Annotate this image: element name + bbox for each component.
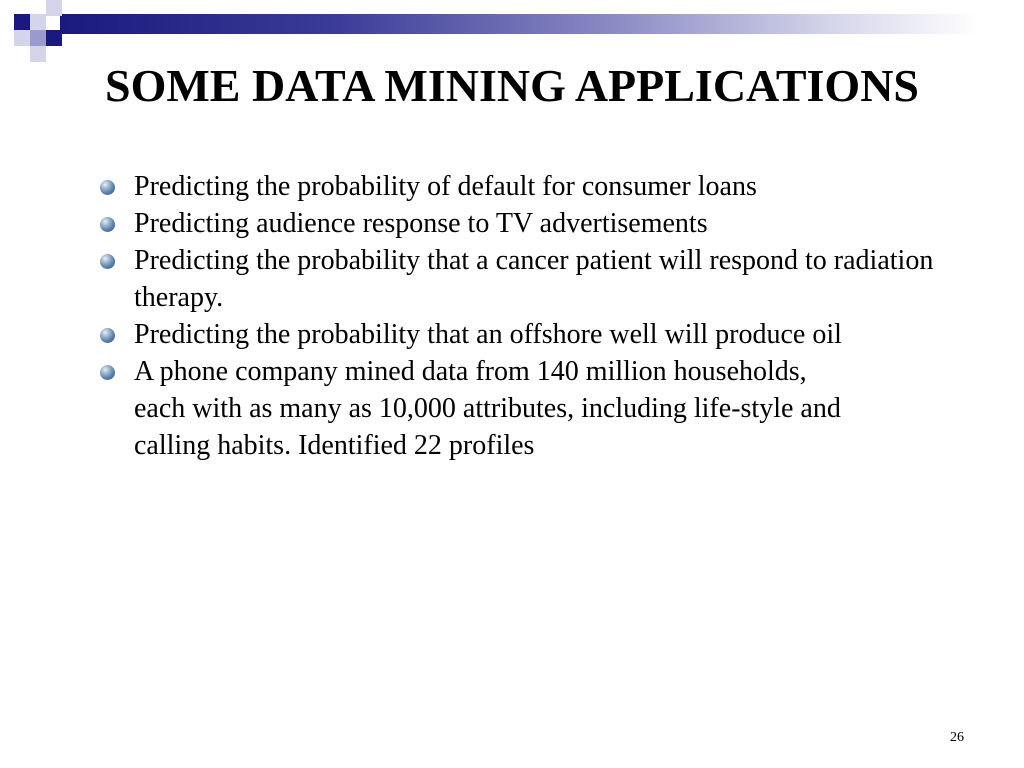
decor-square [30, 30, 46, 46]
bullet-text: Predicting audience response to TV advertisements [134, 208, 708, 239]
slide-title: SOME DATA MINING APPLICATIONS [104, 60, 920, 111]
page-number: 26 [950, 730, 964, 745]
sphere-bullet-icon [100, 217, 115, 232]
bullet-list [96, 168, 976, 464]
sphere-bullet-icon [100, 328, 115, 343]
header-gradient-bar [60, 14, 980, 34]
bullet-text: Predicting the probability that an offshore well will produce oil [134, 319, 842, 350]
decor-square [46, 0, 62, 16]
bullet-item [96, 242, 976, 316]
bullet-item [96, 168, 976, 205]
decor-square [46, 30, 62, 46]
bullet-item [96, 316, 976, 353]
decor-square [14, 14, 30, 30]
bullet-text: Predicting the probability of default for consumer loans [134, 171, 757, 202]
bullet-text: Predicting the probability that a cancer patient will respond to radiation therapy. [134, 245, 934, 313]
sphere-bullet-icon [100, 254, 115, 269]
bullet-item [96, 205, 976, 242]
decor-square [14, 30, 30, 46]
sphere-bullet-icon [100, 365, 115, 380]
bullet-item [96, 353, 976, 464]
bullet-text: A phone company mined data from 140 million households, each with as many as 10,000 attributes, including life-style and calling habits. Identified 22 profiles [134, 356, 841, 461]
decor-square [30, 14, 46, 30]
sphere-bullet-icon [100, 180, 115, 195]
